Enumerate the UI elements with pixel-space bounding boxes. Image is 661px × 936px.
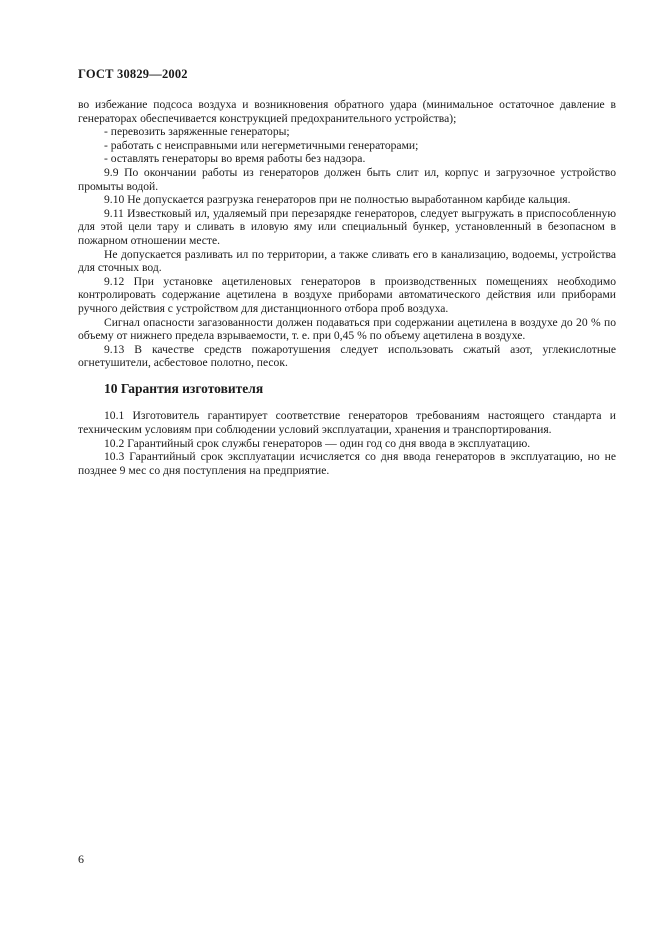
page-number: 6 xyxy=(78,852,84,866)
list-item: - оставлять генераторы во время работы без надзора. xyxy=(104,152,366,166)
paragraphs-before-section xyxy=(78,98,616,370)
document-body xyxy=(78,98,616,477)
paragraph: 10.1 Изготовитель гарантирует соответствие генераторов требованиям настоящего стандарта и техническим условиям при соблюдении условий эксплуатации, хранения и транспортирования. xyxy=(78,409,616,437)
paragraph: Сигнал опасности загазованности должен подаваться при содержании ацетилена в воздухе до 20 % по объему от нижнего предела взрываемости, т. е. при 0,45 % по объему ацетилена в воздухе. xyxy=(78,315,616,343)
section-heading: 10 Гарантия изготовителя xyxy=(104,380,264,396)
paragraph: 9.9 По окончании работы из генераторов должен быть слит ил, корпус и загрузочное устройство промыты водой. xyxy=(78,165,616,193)
paragraph: 9.13 В качестве средств пожаротушения следует использовать сжатый азот, углекислотные огнетушители, асбестовое полотно, песок. xyxy=(78,342,616,370)
paragraph: во избежание подсоса воздуха и возникновения обратного удара (минимальное остаточное давление в генераторах обеспечивается конструкцией предохранительного устройства); xyxy=(78,98,616,125)
paragraphs-after-section xyxy=(78,409,616,477)
paragraph: 10.3 Гарантийный срок эксплуатации исчисляется со дня ввода генераторов в эксплуатацию, но не позднее 9 мес со дня поступления на предприятие. xyxy=(78,450,616,477)
paragraph: 9.12 При установке ацетиленовых генераторов в производственных помещениях необходимо контролировать содержание ацетилена в воздухе приборами автоматического действия или приборами ручного действия с устройством для дистанционного отбора проб воздуха. xyxy=(78,274,616,315)
paragraph: 10.2 Гарантийный срок службы генераторов — один год со дня ввода в эксплуатацию. xyxy=(104,436,531,450)
document-header: ГОСТ 30829—2002 xyxy=(78,67,188,81)
paragraph: Не допускается разливать ил по территории, а также сливать его в канализацию, водоемы, устройства для сточных вод. xyxy=(78,247,616,275)
paragraph: 9.10 Не допускается разгрузка генераторов при не полностью выработанном карбиде кальция. xyxy=(104,193,571,207)
list-item: - перевозить заряженные генераторы; xyxy=(104,125,290,139)
list-item: - работать с неисправными или негерметичными генераторами; xyxy=(104,138,419,152)
paragraph: 9.11 Известковый ил, удаляемый при перезарядке генераторов, следует выгружать в приспособленную для этой цели тару и сливать в иловую яму или специальный бункер, установленный в безопасном в пожарном отношении месте. xyxy=(78,206,616,247)
